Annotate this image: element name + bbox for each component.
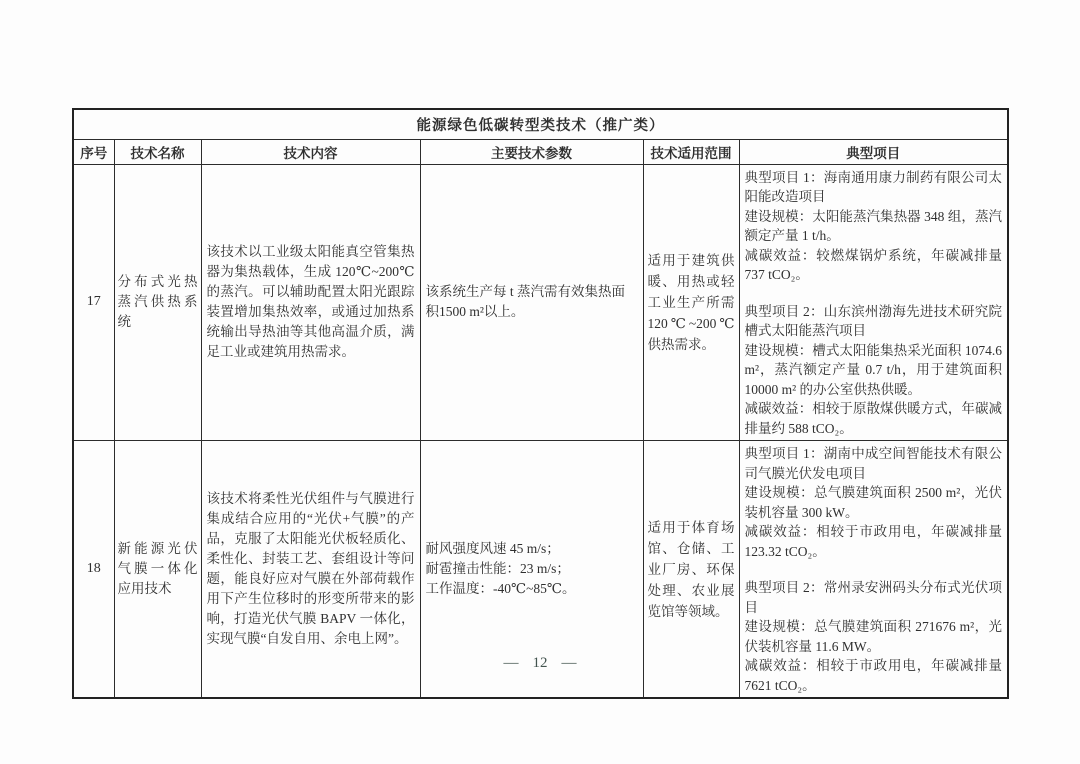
row18-no: 18	[73, 441, 114, 699]
footer-dash-right: —	[561, 655, 577, 671]
row17-tech-content: 该技术以工业级太阳能真空管集热器为集热载体，生成 120℃~200℃的蒸汽。可以辅助配置太阳光跟踪装置增加集热效率，或通过加热系统输出导热油等其他高温介质，满足工业或建筑用热需求。	[201, 164, 420, 441]
page-footer	[0, 655, 1080, 672]
row18-tech-name: 新能源光伏气膜一体化应用技术	[114, 441, 201, 699]
column-header-scope: 技术适用范围	[643, 139, 739, 164]
project-2	[745, 302, 1003, 439]
project-scale: 建设规模：总气膜建筑面积 271676 m²，光伏装机容量 11.6 MW。	[744, 619, 1002, 654]
column-header-tech-content: 技术内容	[201, 139, 420, 164]
row18-param-line: 耐风强度风速 45 m/s；	[425, 541, 560, 556]
row18-tech-content: 该技术将柔性光伏组件与气膜进行集成结合应用的“光伏+气膜”的产品，克服了太阳能光伏板轻质化、柔性化、封装工艺、套组设计等问题，能良好应对气膜在外部荷载作用下产生位移时的形变所带来的影响，打造光伏气膜 BAPV 一体化，实现气膜“自发自用、余电上网”。	[201, 441, 420, 699]
project-title: 典型项目 2：山东滨州渤海先进技术研究院槽式太阳能蒸汽项目	[744, 303, 1002, 338]
row18-scope: 适用于体育场馆、仓储、工业厂房、环保处理、农业展览馆等领域。	[643, 441, 739, 699]
project-1	[745, 168, 1003, 285]
row18-param-line: 耐雹撞击性能：23 m/s；	[425, 561, 570, 576]
project-title: 典型项目 1：湖南中成空间智能技术有限公司气膜光伏发电项目	[744, 446, 1002, 481]
column-header-no: 序号	[73, 139, 114, 164]
row17-no: 17	[73, 164, 114, 441]
column-header-tech-params: 主要技术参数	[420, 139, 643, 164]
row17-projects	[739, 164, 1008, 441]
project-benefit: 减碳效益：相较于市政用电，年碳减排量 7621 tCO₂。	[744, 658, 1002, 693]
project-benefit: 减碳效益：相较于原散煤供暖方式，年碳减排量约 588 tCO₂。	[744, 401, 1002, 436]
row17-param-line: 该系统生产每 t 蒸汽需有效集热面积1500 m²以上。	[425, 284, 626, 320]
table-title: 能源绿色低碳转型类技术（推广类）	[73, 109, 1008, 139]
project-1	[745, 444, 1003, 561]
column-header-tech-name: 技术名称	[114, 139, 201, 164]
project-benefit: 减碳效益：相较于市政用电，年碳减排量 123.32 tCO₂。	[744, 524, 1002, 559]
table-row	[73, 164, 1008, 441]
project-scale: 建设规模：太阳能蒸汽集热器 348 组，蒸汽额定产量 1 t/h。	[744, 208, 1002, 243]
project-benefit: 减碳效益：较燃煤锅炉系统，年碳减排量 737 tCO₂。	[744, 247, 1002, 282]
project-title: 典型项目 2：常州录安洲码头分布式光伏项目	[744, 580, 1002, 615]
row17-tech-name: 分布式光热蒸汽供热系统	[114, 164, 201, 441]
footer-dash-left: —	[503, 655, 519, 671]
project-scale: 建设规模：总气膜建筑面积 2500 m²，光伏装机容量 300 kW。	[744, 485, 1002, 520]
project-scale: 建设规模：槽式太阳能集热采光面积 1074.6 m²，蒸汽额定产量 0.7 t/h，用于建筑面积 10000 m² 的办公室供热供暖。	[744, 342, 1002, 397]
technology-table	[72, 108, 1009, 699]
project-2	[745, 578, 1003, 695]
row17-tech-params	[420, 164, 643, 441]
row17-scope: 适用于建筑供暖、用热或轻工业生产所需120℃~200℃供热需求。	[643, 164, 739, 441]
page-number: 12	[532, 655, 548, 671]
column-header-projects: 典型项目	[739, 139, 1008, 164]
row18-param-line: 工作温度：-40℃~85℃。	[425, 581, 576, 596]
project-title: 典型项目 1：海南通用康力制药有限公司太阳能改造项目	[744, 169, 1002, 204]
